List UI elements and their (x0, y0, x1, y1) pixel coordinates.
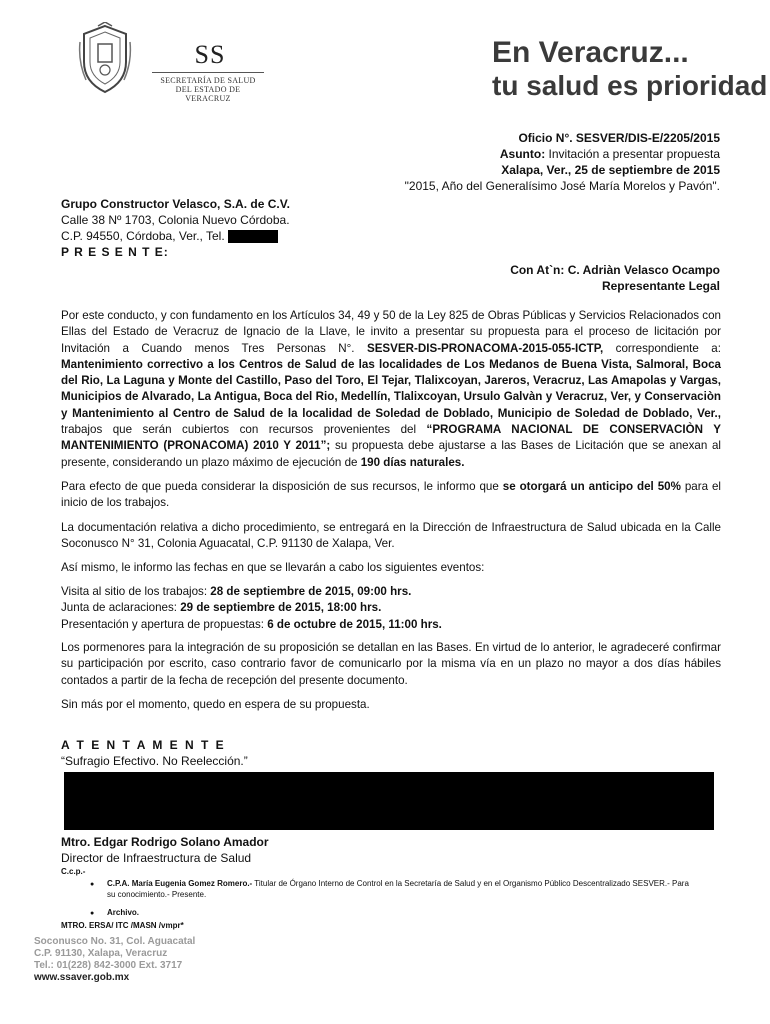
signer-name: Mtro. Edgar Rodrigo Solano Amador (61, 835, 269, 849)
footer-phone: Tel.: 01(228) 842-3000 Ext. 3717 (34, 960, 183, 971)
recipient-company: Grupo Constructor Velasco, S.A. de C.V. (61, 197, 290, 211)
place-date: Xalapa, Ver., 25 de septiembre de 2015 (501, 163, 720, 177)
paragraph-3: La documentación relativa a dicho procedimiento, se entregará en la Dirección de Infraestructura de Salud ubicada en la Calle Soconusco N° 31, Colonia Aguacatal, C.P. 91130 de Xalapa, Ver. (61, 521, 721, 551)
attention-line: Con At`n: C. Adriàn Velasco Ocampo (510, 263, 720, 277)
ccp-item-2: Archivo. (107, 908, 140, 917)
ccp-item-1: C.P.A. María Eugenia Gomez Romero.- Titular de Órgano Interno de Control en la Secretaría de Salud y en el Organismo Público Descentralizado SESVER.- Para su conocimiento.- Presente. (107, 879, 689, 899)
initials: MTRO. ERSA/ ITC /MASN /vmpr* (61, 921, 184, 930)
closing-motto: “Sufragio Efectivo. No Reelección.” (61, 754, 248, 768)
recipient-address-2-text: C.P. 94550, Córdoba, Ver., Tel. (61, 229, 225, 243)
year-motto: "2015, Año del Generalísimo José María Morelos y Pavón". (404, 179, 720, 193)
redacted-signature-block (64, 772, 714, 830)
oficio-number: Oficio N°. SESVER/DIS-E/2205/2015 (518, 131, 720, 145)
asunto-line (500, 146, 720, 162)
paragraph-5: Los pormenores para la integración de su proposición se detallan en las Bases. En virtud de lo anterior, le agradeceré confirmar su participación por escrito, caso contrario favor de comunicarlo por la misma vía en un plazo no mayor a dos días hábiles contados a partir de la fecha de recepción del presente documento. (61, 641, 721, 687)
events-list (61, 584, 721, 633)
recipient-address-2 (61, 228, 278, 244)
paragraph-1: Por este conducto, y con fundamento en los Artículos 34, 49 y 50 de la Ley 825 de Obras Públicas y Servicios Relacionados con Ellas del Estado de Veracruz de Ignacio de la Llave, le invito a presentar su propuesta para el proceso de licitación por Invitación a Cuando menos Tres Personas N°. SESVER-DIS-PRONACOMA-2015-055-ICTP, correspondiente a: Mantenimiento correctivo a los Centros de Salud de las localidades de Los Medanos de Buena Vista, Salmoral, Boca del Rio, La Laguna y Monte del Castillo, Paso del Toro, El Tejar, Tlalixcoyan, Jareros, Veracruz, Las Amapolas y Vargas, Municipios de Alvarado, La Antigua, Boca del Rio, Medellín, Tlalixcoyan, Ursulo Galvàn y Veracruz, Ver, y Conservaciòn y Mantenimiento al Centro de Salud de la localidad de Soledad de Doblado, Municipio de Soledad de Doblado, Ver., trabajos que serán cubiertos con recursos provenientes del “PROGRAMA NACIONAL DE CONSERVACIÒN Y MANTENIMIENTO (PRONACOMA) 2010 Y 2011”; su propuesta debe ajustarse a las Bases de Licitación que se anexan al presente, considerando un plazo máximo de ejecución de 190 días naturales. (61, 309, 722, 469)
event-clarifications: Junta de aclaraciones: 29 de septiembre de 2015, 18:00 hrs. (61, 601, 382, 615)
ss-logo-text: SS (194, 40, 226, 69)
paragraph-2: Para efecto de que pueda considerar la disposición de sus recursos, le informo que se otorgará un anticipo del 50% para el inicio de los trabajos. (61, 480, 721, 510)
ccp-label: C.c.p.- (61, 867, 86, 876)
asunto-text: Invitación a presentar propuesta (545, 147, 720, 161)
event-proposals: Presentación y apertura de propuestas: 6 de octubre de 2015, 11:00 hrs. (61, 617, 442, 631)
asunto-label: Asunto: (499, 147, 546, 161)
dept-line-1: SECRETARÍA DE SALUD (160, 76, 256, 85)
footer-address-2: C.P. 91130, Xalapa, Veracruz (34, 948, 168, 959)
dept-line-2: DEL ESTADO DE VERACRUZ (175, 85, 241, 103)
logo-divider (152, 72, 264, 73)
ccp-bullet-1: ● (90, 881, 95, 888)
slogan-line-2: tu salud es prioridad (492, 70, 768, 101)
slogan-line-1: En Veracruz... (492, 36, 689, 69)
ccp-bullet-2: ● (90, 910, 95, 917)
atentamente: A T E N T A M E N T E (61, 738, 226, 752)
signer-role: Director de Infraestructura de Salud (61, 851, 252, 865)
footer-website[interactable]: www.ssaver.gob.mx (34, 972, 130, 983)
footer-address-1: Soconusco No. 31, Col. Aguacatal (34, 936, 196, 947)
attention-role: Representante Legal (601, 279, 720, 293)
event-site-visit: Visita al sitio de los trabajos: 28 de septiembre de 2015, 09:00 hrs. (61, 585, 412, 598)
paragraph-4: Así mismo, le informo las fechas en que se llevarán a cabo los siguientes eventos: (61, 561, 485, 574)
state-emblem-icon (76, 22, 134, 96)
redacted-phone (228, 230, 278, 243)
recipient-address-1: Calle 38 Nº 1703, Colonia Nuevo Córdoba. (61, 213, 290, 227)
department-name (152, 76, 264, 103)
presente-label: P R E S E N T E: (61, 245, 169, 259)
paragraph-6: Sin más por el momento, quedo en espera de su propuesta. (61, 698, 370, 711)
